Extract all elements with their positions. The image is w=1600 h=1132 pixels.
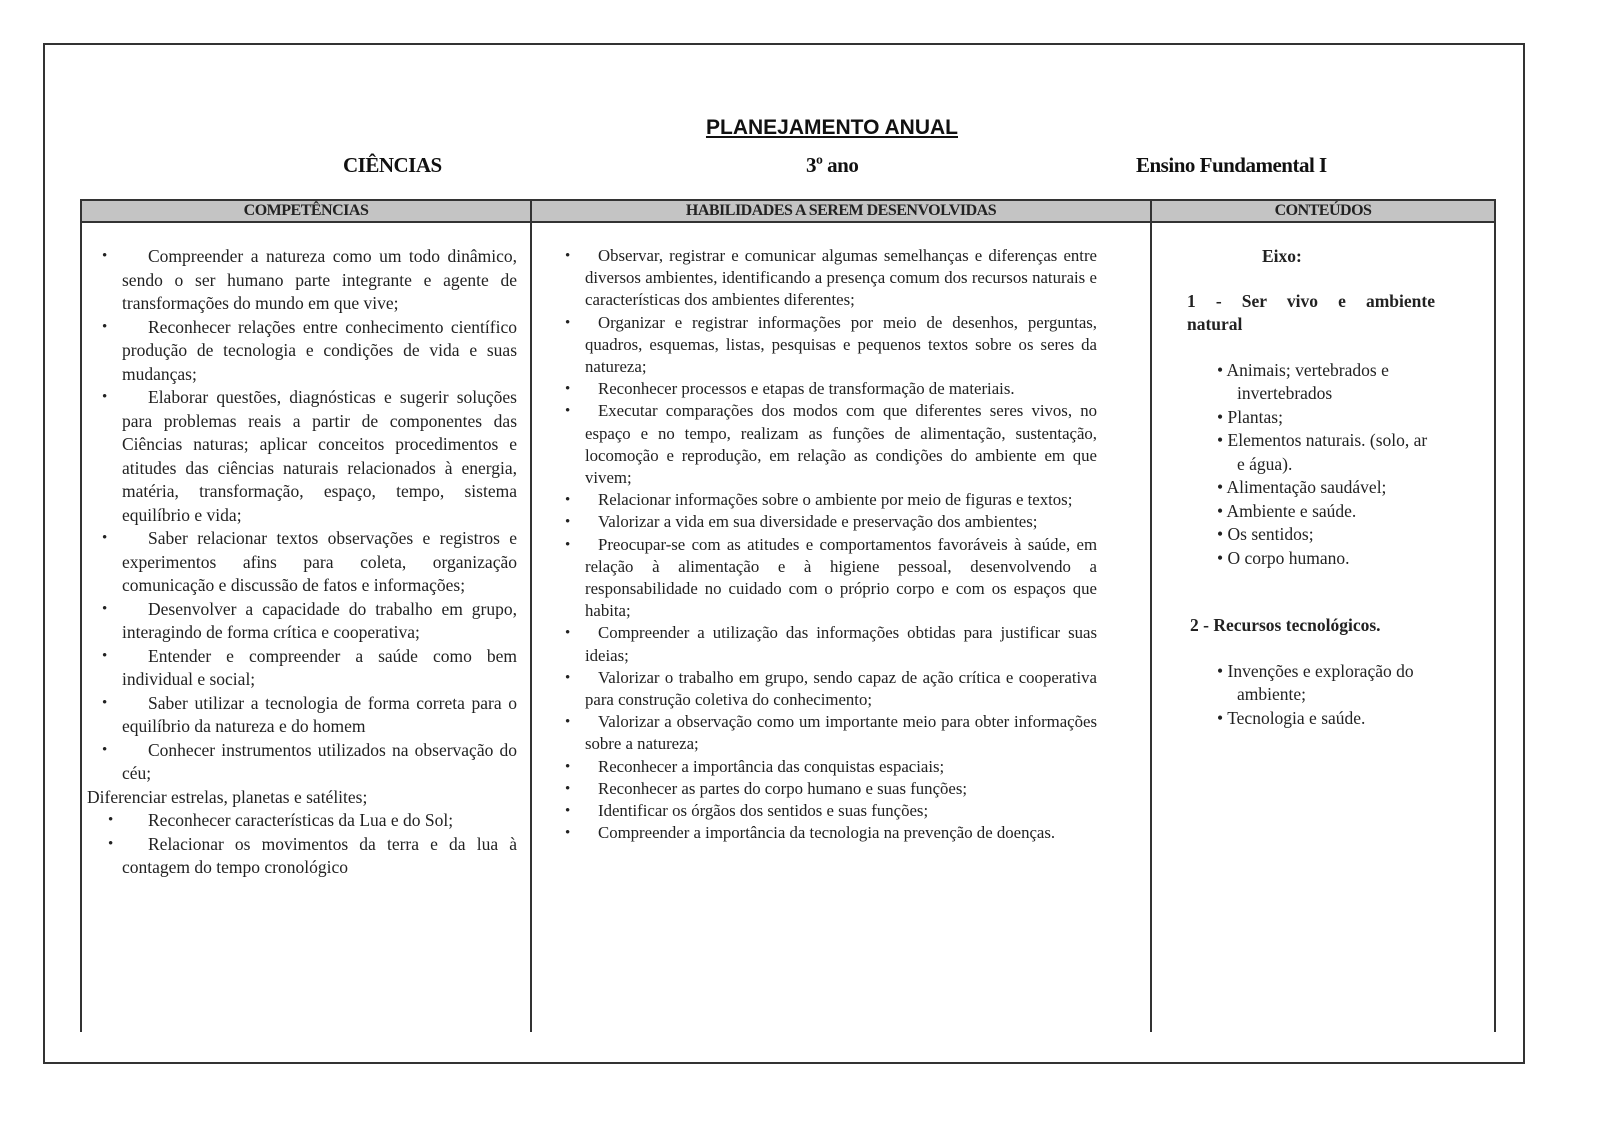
bullet-icon: • (565, 514, 571, 531)
column-divider (1150, 222, 1152, 1032)
list-item-text: Valorizar a observação como um importante meio para obter informações sobre a natureza; (585, 712, 1097, 754)
bullet-icon: • (1217, 500, 1227, 521)
level-label: Ensino Fundamental I (1136, 153, 1327, 177)
conteudo-item (1187, 406, 1435, 430)
list-item-text: Valorizar a vida em sua diversidade e preservação dos ambientes; (598, 512, 1038, 532)
column-header-competencias: COMPETÊNCIAS (82, 201, 532, 221)
list-item-text: Elaborar questões, diagnósticas e sugerir soluções para problemas reais a partir de componentes das Ciências naturas; aplicar conceitos procedimentos e atitudes das ciências naturais relacionados à energia, matéria, transformação, espaço, tempo, sistema equilíbrio e vida; (122, 387, 517, 525)
list-item-text: Compreender a importância da tecnologia na prevenção de doenças. (598, 823, 1056, 843)
conteudos-column (1187, 245, 1435, 730)
bullet-icon: • (565, 248, 571, 264)
axis-heading: 1 - Ser vivo e ambiente natural (1187, 290, 1435, 334)
bullet-icon: • (102, 248, 108, 264)
table-border-left (80, 222, 82, 1032)
bullet-icon: • (1217, 547, 1228, 568)
conteudo-item (1187, 476, 1435, 500)
habilidade-item (565, 778, 1097, 800)
bullet-icon: • (1217, 406, 1228, 427)
list-item-text: Preocupar-se com as atitudes e comportamentos favoráveis à saúde, em relação à alimentação e à higiene pessoal, desenvolvendo a responsabilidade no cuidado com o próprio corpo e com os espaços que habita; (585, 534, 1097, 621)
bullet-icon: • (565, 758, 571, 775)
list-item-text: Tecnologia e saúde. (1227, 707, 1366, 728)
list-item-text: Observar, registrar e comunicar algumas semelhanças e diferenças entre diversos ambientes, identificando a presença comum dos recursos naturais e características dos ambientes diferentes; (585, 246, 1097, 310)
list-item-text: Relacionar informações sobre o ambiente por meio de figuras e textos; (598, 490, 1073, 510)
bullet-icon: • (565, 825, 571, 842)
subject-label: CIÊNCIAS (343, 153, 442, 177)
habilidades-column (565, 245, 1097, 844)
competencias-column (87, 245, 517, 880)
column-header-conteudos: CONTEÚDOS (1274, 202, 1372, 219)
table-border-right (1494, 222, 1496, 1032)
habilidade-item (565, 711, 1097, 755)
habilidade-item (565, 312, 1097, 379)
list-item-text: Ambiente e saúde. (1226, 500, 1357, 521)
bullet-icon: • (102, 647, 108, 664)
habilidade-item (565, 667, 1097, 711)
list-item-text: Executar comparações dos modos com que diferentes seres vivos, no espaço e no tempo, realizam as funções de alimentação, sustentação, locomoção e reprodução, em relação as condições do ambiente em que vivem; (585, 401, 1097, 488)
list-item-text: Identificar os órgãos dos sentidos e suas funções; (598, 801, 929, 821)
habilidade-item (565, 511, 1097, 533)
axis-heading: 2 - Recursos tecnológicos. (1190, 615, 1381, 635)
bullet-icon: • (565, 314, 571, 331)
bullet-icon: • (565, 780, 571, 797)
conteudo-item (1187, 500, 1435, 524)
competencia-item (102, 598, 517, 645)
bullet-icon: • (565, 536, 571, 553)
bullet-icon: • (102, 694, 108, 711)
competencia-item (102, 645, 517, 692)
bullet-icon: • (102, 530, 108, 546)
list-item-text: Plantas; (1227, 406, 1283, 427)
table-header (80, 199, 1496, 223)
competencia-item (102, 692, 517, 739)
competencia-plain-item: Diferenciar estrelas, planetas e satélites; (87, 786, 368, 807)
list-item-text: Saber utilizar a tecnologia de forma correta para o equilíbrio da natureza e do homem (122, 692, 517, 736)
competencia-item (102, 527, 517, 598)
habilidade-item (565, 800, 1097, 822)
competencia-item (102, 316, 517, 387)
conteudo-item (1187, 660, 1435, 707)
grade-label: 3º ano (806, 153, 859, 177)
bullet-icon: • (1217, 524, 1228, 544)
bullet-icon: • (565, 803, 571, 820)
habilidade-item (565, 400, 1097, 489)
list-item-text: Reconhecer a importância das conquistas espaciais; (598, 756, 945, 776)
bullet-icon: • (1217, 660, 1228, 681)
list-item-text: Alimentação saudável; (1226, 477, 1387, 497)
list-item-text: Elementos naturais. (solo, ar e água). (1227, 430, 1428, 474)
conteudo-item (1187, 547, 1435, 571)
eixo-label: Eixo: (1262, 246, 1302, 266)
list-item-text: Entender e compreender a saúde como bem individual e social; (122, 645, 517, 689)
list-item-text: Compreender a utilização das informações obtidas para justificar suas ideias; (585, 623, 1097, 665)
bullet-icon: • (102, 389, 108, 405)
competencia-item (102, 386, 517, 527)
habilidade-item (565, 756, 1097, 778)
bullet-icon: • (102, 741, 108, 758)
page-title: PLANEJAMENTO ANUAL (705, 116, 958, 139)
conteudo-item (1187, 523, 1435, 547)
conteudo-item (1187, 359, 1435, 406)
bullet-icon: • (108, 835, 114, 852)
bullet-icon: • (1217, 359, 1227, 380)
bullet-icon: • (1217, 707, 1228, 728)
bullet-icon: • (565, 492, 571, 509)
bullet-icon: • (565, 714, 571, 731)
list-item-text: Reconhecer as partes do corpo humano e suas funções; (598, 778, 968, 798)
list-item-text: Conhecer instrumentos utilizados na observação do céu; (122, 739, 517, 783)
competencia-item (108, 809, 517, 833)
habilidade-item (565, 378, 1097, 400)
habilidade-item (565, 622, 1097, 666)
habilidade-item (565, 245, 1097, 312)
list-item-text: Reconhecer características da Lua e do Sol; (148, 810, 454, 830)
list-item-text: Organizar e registrar informações por meio de desenhos, perguntas, quadros, esquemas, listas, pesquisas e pequenos textos sobre os seres da natureza; (585, 312, 1097, 377)
list-item-text: Invenções e exploração do ambiente; (1227, 660, 1414, 704)
column-divider (530, 222, 532, 1032)
competencia-item (108, 833, 517, 880)
bullet-icon: • (565, 669, 571, 686)
bullet-icon: • (565, 403, 571, 420)
competencia-item (102, 245, 517, 316)
list-item-text: Compreender a natureza como um todo dinâmico, sendo o ser humano parte integrante e agente de transformações do mundo em que vive; (122, 246, 517, 313)
list-item-text: Reconhecer relações entre conhecimento científico produção de tecnologia e condições de vida e suas mudanças; (122, 316, 517, 384)
list-item-text: O corpo humano. (1227, 547, 1350, 568)
habilidade-item (565, 489, 1097, 511)
conteudo-item (1187, 707, 1435, 731)
bullet-icon: • (1217, 477, 1227, 497)
conteudo-item (1187, 429, 1435, 476)
list-item-text: Desenvolver a capacidade do trabalho em grupo, interagindo de forma crítica e cooperativa; (122, 598, 517, 642)
bullet-icon: • (565, 381, 571, 398)
list-item-text: Animais; vertebrados e invertebrados (1226, 359, 1389, 403)
habilidade-item (565, 534, 1097, 623)
list-item-text: Reconhecer processos e etapas de transformação de materiais. (598, 379, 1015, 399)
bullet-icon: • (108, 812, 114, 828)
bullet-icon: • (565, 625, 571, 642)
list-item-text: Saber relacionar textos observações e registros e experimentos afins para coleta, organização comunicação e discussão de fatos e informações; (122, 528, 517, 595)
list-item-text: Os sentidos; (1227, 524, 1314, 544)
bullet-icon: • (1217, 430, 1228, 450)
bullet-icon: • (102, 600, 108, 617)
habilidade-item (565, 822, 1097, 844)
column-header-habilidades: HABILIDADES A SEREM DESENVOLVIDAS (532, 201, 1152, 221)
list-item-text: Relacionar os movimentos da terra e da lua à contagem do tempo cronológico (122, 833, 517, 877)
list-item-text: Valorizar o trabalho em grupo, sendo capaz de ação crítica e cooperativa para construção coletiva do conhecimento; (585, 667, 1097, 710)
bullet-icon: • (102, 318, 108, 335)
competencia-item (102, 739, 517, 786)
